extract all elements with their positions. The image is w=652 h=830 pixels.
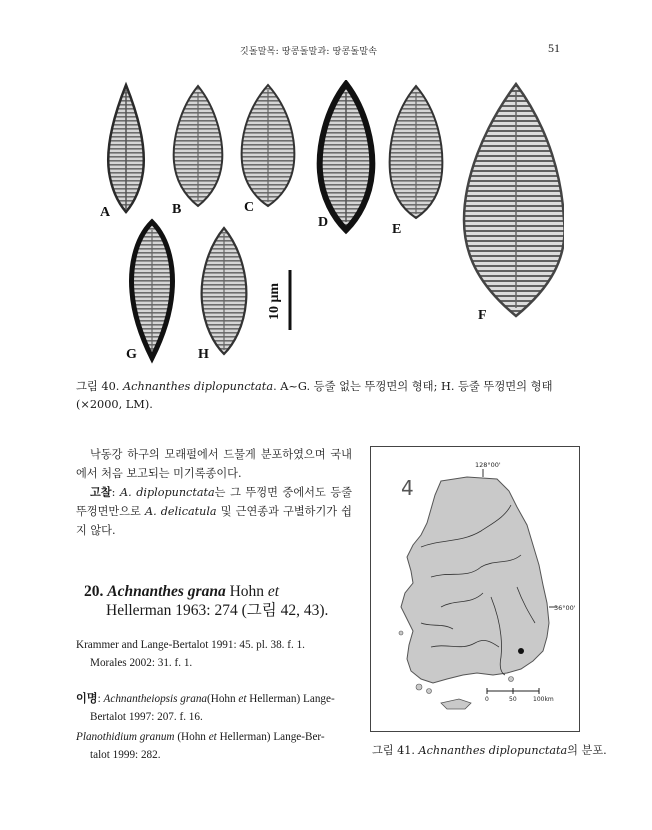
scale-bar-label: 10 μm	[267, 282, 282, 320]
label-a: A	[100, 205, 111, 220]
figure-41-species: Achnanthes diplopunctata	[418, 744, 568, 757]
jeju-island	[441, 699, 471, 709]
remarks-text-1: 는 그 뚜껑면 중에서도 등줄 뚜껑면만으로	[76, 486, 352, 518]
synonym-1-author-a: (Hohn	[207, 693, 239, 705]
section-title	[84, 582, 354, 620]
reference-1: Krammer and Lange-Bertalot 1991: 45. pl. 38. f. 1.	[76, 639, 305, 651]
figure-41-caption	[372, 742, 612, 758]
diatom-valve-d	[320, 84, 373, 230]
running-header: 깃돌말목: 땅콩돌말과: 땅콩돌말속	[240, 47, 378, 57]
map-scale-0: 0	[485, 696, 489, 703]
map-side-marker: 36°00'	[554, 604, 576, 612]
diatom-valve-e	[390, 86, 443, 218]
section-species: Achnanthes grana	[107, 583, 226, 600]
distribution-map	[370, 446, 580, 732]
label-b: B	[172, 202, 182, 217]
synonym-2-author-b: Hellerman) Lange-Ber-	[216, 731, 325, 743]
map-top-marker: 128°00'	[475, 461, 501, 469]
label-c: C	[244, 200, 255, 215]
map-scale-50: 50	[509, 696, 517, 703]
reference-list	[76, 636, 352, 672]
synonym-1-species: Achnantheiopsis grana	[103, 693, 208, 705]
section-number: 20.	[84, 583, 104, 600]
map-scale-bar	[485, 688, 554, 703]
reference-2: Morales 2002: 31. f. 1.	[90, 657, 193, 669]
figure-41-prefix: 그림 41.	[372, 744, 415, 757]
page-number: 51	[548, 41, 560, 55]
island	[416, 684, 422, 690]
body-text	[76, 445, 352, 540]
synonym-2-species: Planothidium granum	[76, 731, 175, 743]
figure-40-prefix: 그림 40.	[76, 380, 120, 393]
korea-landmass	[401, 477, 549, 683]
diatom-valve-b	[174, 86, 223, 206]
map-plate-number: 4	[401, 476, 414, 500]
diatom-valve-a	[108, 85, 144, 212]
section-author: Hohn	[229, 583, 265, 600]
label-d: D	[318, 215, 329, 230]
diatom-valve-c	[242, 85, 295, 206]
label-f: F	[478, 308, 487, 323]
figure-41-suffix: 의 분포.	[567, 744, 607, 757]
map-scale-100: 100km	[533, 696, 554, 703]
section-title-line1	[84, 582, 354, 601]
synonym-1-author-b: Hellerman) Lange-	[246, 693, 335, 705]
remarks-label: 고찰	[90, 485, 112, 499]
remarks-species-2: A. delicatula	[144, 505, 217, 518]
synonym-2-author-a: (Hohn	[174, 731, 209, 743]
label-h: H	[198, 347, 209, 362]
figure-40-text: . A~G. 등줄 없는 뚜껑면의 형태; H. 등줄 뚜껑면의 형태(×2000, LM).	[76, 380, 553, 411]
figure-40-caption	[76, 378, 576, 414]
diatom-valve-h	[202, 228, 247, 354]
synonym-2-citation: talot 1999: 282.	[90, 749, 161, 761]
island	[427, 689, 432, 694]
remarks-paragraph: 고찰: A. diplopunctata는 그 뚜껑면 중에서도 등줄 뚜껑면만으로 A. delicatula 및 근연종과 구별하기가 쉽지 않다.	[76, 485, 352, 537]
remarks-text-2: 및 근연종과 구별하기가 쉽지 않다.	[76, 505, 352, 537]
synonym-1-et: et	[238, 693, 247, 705]
synonym-2-et: et	[208, 731, 217, 743]
label-g: G	[126, 347, 137, 362]
section-et: et	[267, 583, 280, 600]
distribution-paragraph: 낙동강 하구의 모래펄에서 드물게 분포하였으며 국내에서 처음 보고되는 미기록종이다.	[76, 448, 352, 480]
synonym-1-citation: Bertalot 1997: 207. f. 16.	[90, 711, 203, 723]
sampling-site-marker	[518, 648, 524, 654]
synonym-1: 이명: Achnantheiopsis grana(Hohn et Hellerman) Lange- Bertalot 1997: 207. f. 16.	[76, 690, 352, 726]
synonym-label: 이명	[76, 693, 98, 705]
synonym-2	[76, 728, 352, 764]
diatom-plate	[94, 80, 564, 370]
figure-40-species: Achnanthes diplopunctata	[122, 380, 274, 393]
remarks-species-1: A. diplopunctata	[120, 486, 215, 499]
diatom-valve-f	[464, 84, 564, 316]
island	[399, 631, 403, 635]
label-e: E	[392, 222, 402, 237]
island	[509, 677, 514, 682]
diatom-valve-g	[132, 222, 173, 358]
section-title-line2: Hellerman 1963: 274 (그림 42, 43).	[106, 602, 329, 619]
